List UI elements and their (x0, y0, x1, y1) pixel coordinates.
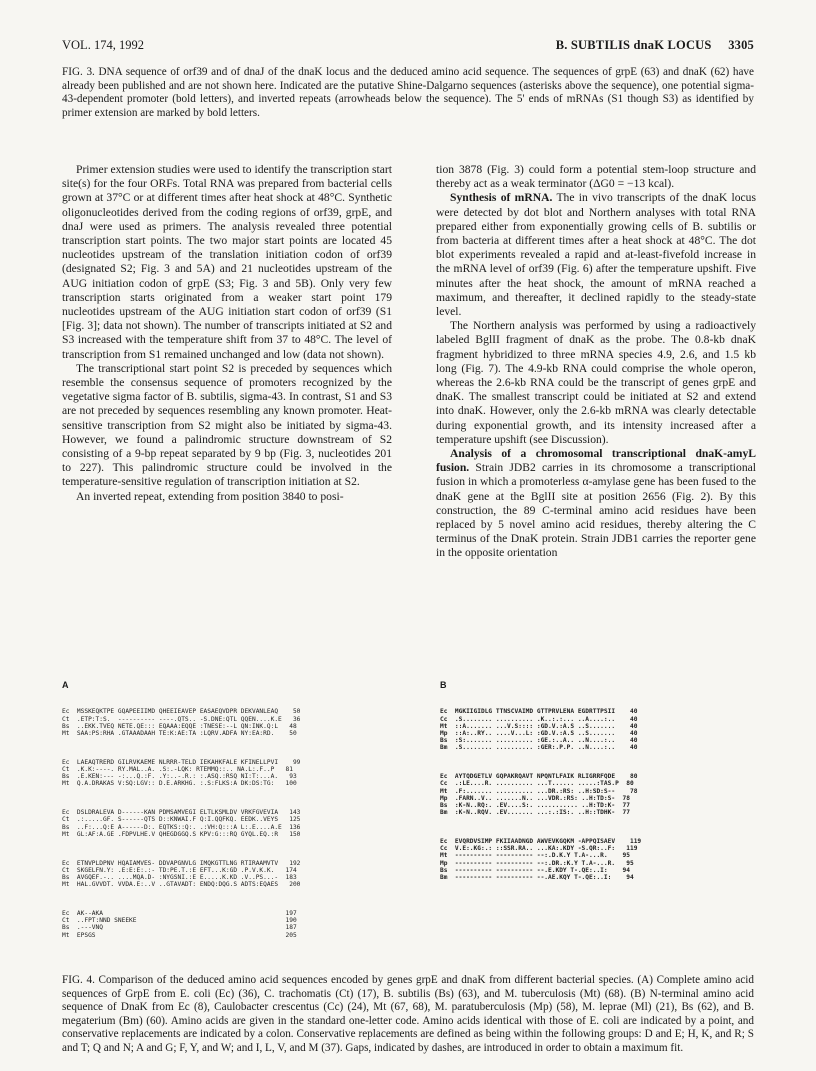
alignment-panel-dnak (440, 694, 641, 896)
alignment-block: Ec MSSKEQKTPE GQAPEEIIMD QHEEIEAVEP EASAEQVDPR DEKVANLEAQ 50 Ct .ETP:T:S. ---------- ----.QTS.. -S.DNE:QTL QQEN....K.E 36 Bs ..EKK.TVEQ NETE.QE::: EQAAA:EQQE :TNESE:--L QN:INK.Q:L 48 Mt SAA:PS:RHA .GTAAADAAH TE:K:AE:TA :LQRV.ADFA NY:EA:RD. 50 (62, 708, 301, 738)
paragraph-fusion-analysis (436, 447, 756, 561)
alignment-panel-grpe (62, 694, 300, 953)
paragraph-inverted-repeat: An inverted repeat, extending from position 3840 to posi- (76, 489, 344, 503)
paragraph-northern-analysis: The Northern analysis was performed by using a radioactively labeled BglII fragment of dnaK as the probe. The 0.8-kb dnaK fragment hybridized to three mRNA species 4.9, 2.6, and 1.5 kb long (Fig. 7). The 4.9-kb RNA could comprise the whole operon, whereas the 2.6-kb RNA could be the transcript of genes grpE and dnaK. The smallest transcript could be initiated at S2 and extend into dnaK. However, only the 2.6-kb mRNA was clearly detectable during exponential growth, and its intensity increased after a temperature upshift (see Discussion). (436, 319, 756, 446)
paragraph-synthesis-mrna (436, 191, 756, 319)
fig4-caption: FIG. 4. Comparison of the deduced amino acid sequences encoded by genes grpE and dnaK from different bacterial species. (A) Complete amino acid sequences of GrpE from E. coli (Ec) (36), C. trachomatis (Ct) (17), B. subtilis (Bs) (63), and M. tuberculosis (Mt) (68). (B) N-terminal amino acid sequence of DnaK from Ec (8), Caulobacter crescentus (Cc) (24), Mt (67, 68), M. paratuberculosis (Mp) (58), M. leprae (Ml) (21), Bs (62), and B. megaterium (Bm) (60). Amino acids are given in the standard one-letter code. Amino acids identical with those of E. coli are indicated by a point, and conservative replacements are indicated by a colon. Conservative replacements are defined as being within the following groups: D and E; H, K, and R; S and T; Q and N; A and G; F, Y, and W; and I, L, V, and M (37). Gaps, indicated by dashes, are introduced in order to obtain a maximum fit. (62, 974, 754, 1054)
running-title-text: B. SUBTILIS dnaK LOCUS (555, 38, 712, 52)
alignment-block: Ec ETNVPLDPNV HQAIAMVES- DDVAPGNVLG IMQKGTTLNG RTIRAAMVTV 192 Ct SKGELFN.Y: .E:E:E:.:- TD:PE.T.:E EFT...K:GD .P.V.K.K. 174 Bs AVGQEF.-.. ....MQA.D- :NYGSNI.:E E.....K.KD .V..PS...- 183 Mt HAL.GVVDT. VVDA.E:..V ..GTAVADT: ENDQ:DQG.S ADTS:EQAES 200 (62, 859, 301, 889)
alignment-block: Ec AK--AKA 197 Ct ..FPT:NND SNEEKE 190 Bs .---VNQ 187 Mt EPSGS 205 (62, 910, 297, 939)
paragraph-terminator: tion 3878 (Fig. 3) could form a potential stem-loop structure and thereby act as a weak terminator (ΔG0 = −13 kcal). (436, 163, 756, 191)
left-column (62, 163, 392, 504)
paragraph-start-point-s2: The transcriptional start point S2 is preceded by sequences which resemble the consensus sequence of promoters recognized by the vegetative sigma factor of B. subtilis, sigma-43. In contrast, S1 and S3 are not preceded by sequences resembling any known promoter. Heat-sensitive transcription from S2 might also be initiated by sigma-43. However, we found a palindromic structure downstream of S2 consisting of a 9-bp repeat separated by 9 bp (Fig. 3, nucleotides 201 to 227). This palindromic structure could be involved in the temperature-sensitive regulation of transcription initiation at S2. (62, 361, 392, 489)
alignment-block: Ec DSLDRALEVA D------KAN PDMSAMVEGI ELTLKSMLDV VRKFGVEVIA 143 Ct .:.....GF. S------QTS D::KNWAI.F Q:I.QQFKQ. EEDK..VEYS 125 Bs ..F:...Q:E A------D:. EQTKS::Q:. .:VH:Q:::A L:.E....A.E 136 Mt GL:AF:A.GE .FDPVLHE.V QHEGDGGQ.S KPV:G:::RQ GYQL.EQ.:R 150 (62, 809, 301, 838)
panel-a-label: A (62, 680, 69, 690)
alignment-block: Ec LAEAQTRERD GILRVKAEME NLRRR-TELD IEKAHKFALE KFINELLPVI 99 Ct .K.K:----. RY.MAL..A. .S:.-LQK: RTEMMQ::.. NA.L:.F..P 81 Bs .E.KEN:--- -:...Q.:F. .Y:..-.R.: :.ASQ.:RSQ NI:T:...A. 93 Mt Q.A.DRAKAS V:SQ:LGV:: D.E.ARKHG. :.S:FLKS:A DK:DS:TG: 100 (62, 758, 301, 788)
section-heading-synthesis: Synthesis of mRNA. (450, 191, 553, 205)
paragraph-primer-extension: Primer extension studies were used to identify the transcription start site(s) for the four ORFs. Total RNA was prepared from bacterial cells grown at 37°C or at different times after heat shock at 48°C. Synthetic oligonucleotides derived from the coding regions of orf39, grpE, and dnaJ were used as primers. The analysis revealed three potential transcription start points. The two major start points are located 45 nucleotides upstream of the translation initiation codon of orf39 (designated S2; Fig. 3 and 5A) and 21 nucleotides upstream of the AUG initiation codon of grpE (S3; Fig. 3 and 5B). Only very few transcription starts originated from a weaker start point 179 nucleotides upstream of the AUG initiation start codon of orf39 (S1 [Fig. 3]; data not shown). The number of transcripts initiated at S2 and S3 increased with the temperature shift from 37 to 48°C. The level of transcription from S1 remained unchanged and low (data not shown). (62, 163, 392, 361)
page-number: 3305 (728, 38, 754, 52)
volume-label: VOL. 174, 1992 (62, 38, 144, 52)
alignment-block: Ec EVQRDVSIMP FKIIAADNGD AWVEVKGQKM -APPQISAEV 119 Cc V.E:.KG:.: ::SSR.RA.. ...KA:.KDY -S.QR:..F: 119 Mt ---------- ---------- --:.D.K.Y T.A-...R. 95 Mp ---------- ---------- --:.DR.:K.Y T.A-...R. 95 Bs ---------- ---------- --.E.KDY T-.QE:..I: 94 Bm ---------- ---------- --.AE.KQY T-.QE:..I: 94 (440, 838, 642, 882)
fusion-body: Strain JDB2 carries in its chromosome a transcriptional fusion in which a promoterless α-amylase gene has been fused to the dnaK gene at the BglII site at position 2656 (Fig. 2). By this construction, the 89 C-terminal amino acid residues have been replaced by 5 novel amino acid residues, thereby altering the C terminus of the DnaK protein. Strain JDB1 carries the reporter gene in the opposite orientation (436, 461, 756, 560)
running-title (556, 38, 754, 53)
section-heading-fusion: Analysis of a chromosomal transcriptional dnaK-amyL fusion. (436, 447, 756, 475)
fig3-caption: FIG. 3. DNA sequence of orf39 and of dnaJ of the dnaK locus and the deduced amino acid sequence. The sequences of grpE (63) and dnaK (62) have already been published and are not shown here. Indicated are the putative Shine-Dalgarno sequences (asterisks above the sequence), one potential sigma-43-dependent promoter (bold letters), and inverted repeats (arrowheads below the sequence). The 5' ends of mRNAs (S1 though S3) as identified by primer extension are marked by bold letters. (62, 66, 754, 119)
synthesis-body: The in vivo transcripts of the dnaK locus were detected by dot blot and Northern analyses with total RNA prepared either from exponentially growing cells of B. subtilis or from bacteria at different times after a heat shock at 48°C. The dot blot experiments revealed a rapid and at-least-fivefold increase in the mRNA level of orf39 (Fig. 6) after the temperature upshift. Five minutes after the heat shock, the amount of mRNA reached a maximum, and thereafter, it declined rapidly to the steady-state level. (436, 191, 756, 319)
alignment-block: Ec MGKIIGIDLG TTNSCVAIMD GTTPRVLENA EGDRTTPSII 40 Cc .S........ .......... .K..:.:... ..A....:.. 40 Mt ::A....... ...V.S:::: :GD.V.:A.S ..S....... 40 Mp ::A:..RY.. ....V...L: :GD.V.:A.S ..S....... 40 Bs :S:....... .......... :GE.:..A.. ..N....:.. 40 Bm .S........ .......... :GER:.P.P. ..N....:.. 40 (440, 708, 638, 752)
panel-b-label: B (440, 680, 447, 690)
right-column (436, 163, 756, 561)
alignment-block: Ec AYTQDGETLV GQPAKRQAVT NPQNTLFAIK RLIGRRFQDE 80 Cc .:LE....R. .......... ...T...... .....:TAS.P 80 Mt .F:....... .......... ...DR.:RS: ..H:SD:S-- 78 Mp .FARN..V.. .......N.. ...VDR.:RS: ..H:TD:S- 78 Bs :K-N..RQ:. .EV....S:. ........... ..H:TD:K- 77 Bm :K-N..RQV. .EV....... ...:.:IS:. ..H::TDHK- 77 (440, 773, 638, 817)
page-header (62, 38, 754, 56)
